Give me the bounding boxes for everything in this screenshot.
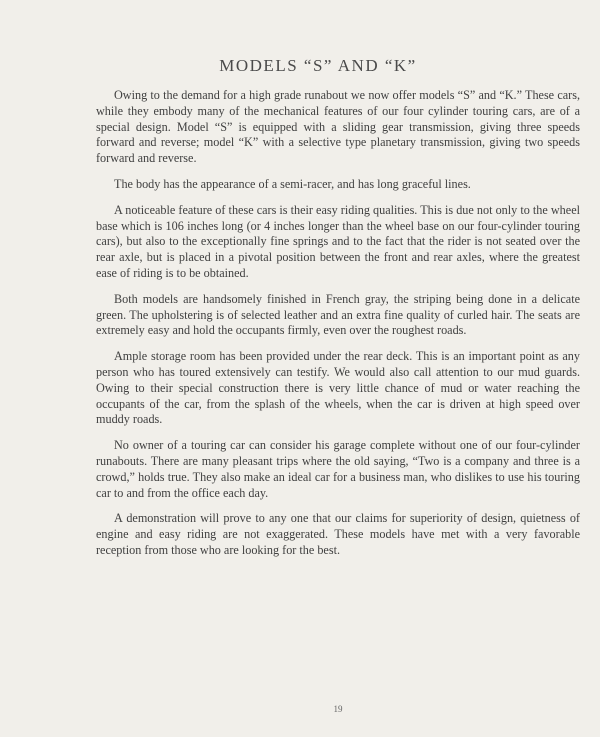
paragraph-riding-qualities: A noticeable feature of these cars is their easy riding qualities. This is due not only to the wheel base which is 106 inches long (or 4 inches longer than the wheel base on our four-cylinder touring cars), but also to the exceptionally fine springs and to the fact that the rider is not seated over the rear axle, but is placed in a pivotal position between the front and rear axles, where the greatest ease of riding is to be obtained. — [96, 202, 580, 280]
paragraph-ownership: No owner of a touring car can consider his garage complete without one of our four-cylinder runabouts. There are many pleasant trips where the old saying, “Two is a company and three is a crowd,” holds true. They also make an ideal car for a business man, who dislikes to use his touring car to and from the office each day. — [96, 438, 580, 500]
paragraph-storage: Ample storage room has been provided under the rear deck. This is an important point as any person who has toured extensively can testify. We would also call attention to our mud guards. Owing to their special construction there is very little chance of mud or water reaching the occupants of the car, from the splash of the wheels, when the car is driven at high speed over muddy roads. — [96, 349, 580, 427]
page-number: 19 — [333, 704, 343, 714]
paragraph-body-appearance: The body has the appearance of a semi-racer, and has long graceful lines. — [114, 176, 471, 191]
page-title: MODELS “S” AND “K” — [219, 56, 417, 75]
paragraph-finish: Both models are handsomely finished in French gray, the striping being done in a delicate green. The upholstering is of selected leather and an extra fine quality of curled hair. The seats are extremely easy and hold the occupants firmly, even over the roughest roads. — [96, 291, 580, 338]
paragraph-intro: Owing to the demand for a high grade runabout we now offer models “S” and “K.” These cars, while they embody many of the mechanical features of our four cylinder touring cars, are of a special design. Model “S” is equipped with a sliding gear transmission, giving three speeds forward and reverse; model “K” with a selective type planetary transmission, giving two speeds forward and reverse. — [96, 88, 580, 166]
paragraph-demonstration: A demonstration will prove to any one that our claims for superiority of design, quietness of engine and easy riding are not exaggerated. These models have met with a very favorable reception from those who are looking for the best. — [96, 511, 580, 557]
